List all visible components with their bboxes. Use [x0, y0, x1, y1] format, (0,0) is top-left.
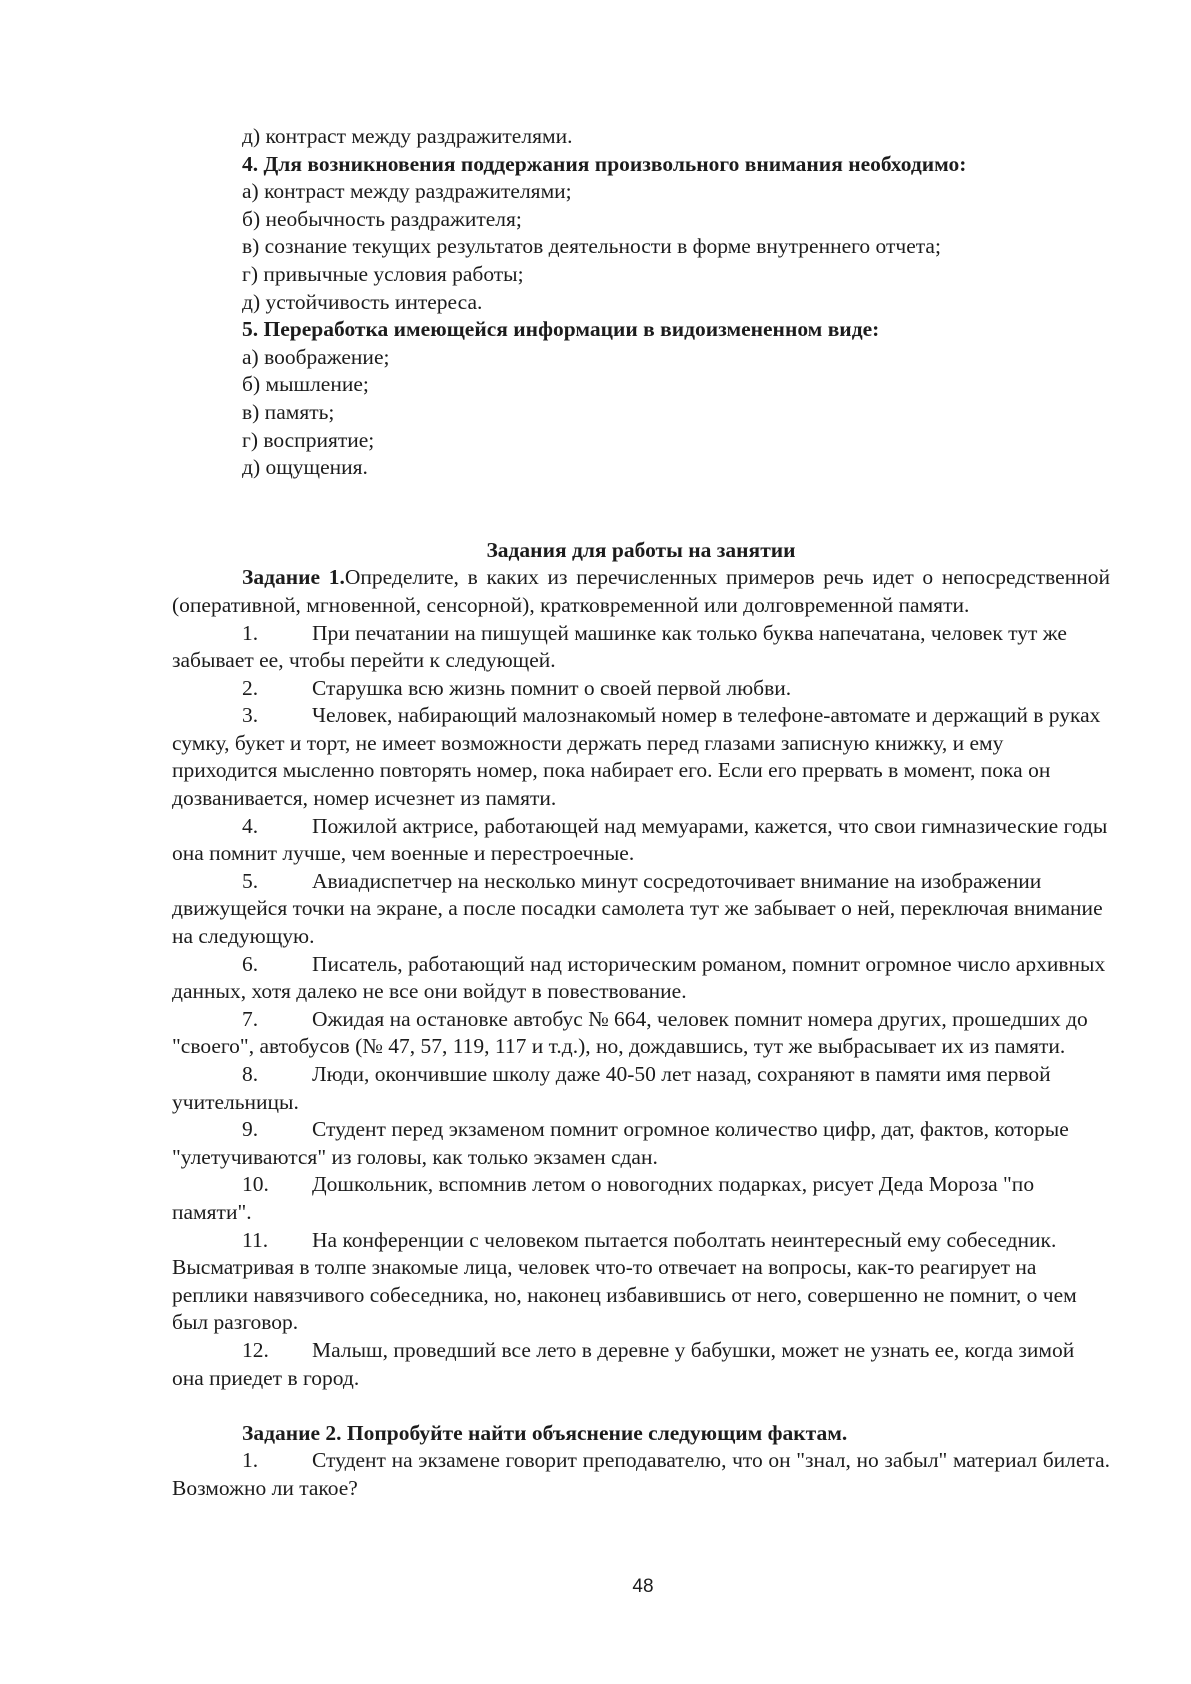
- task-1-item: [172, 1227, 1110, 1337]
- task-1-item: [172, 1116, 1110, 1171]
- option-line: г) восприятие;: [242, 427, 375, 452]
- task-1-item: [172, 951, 1110, 1006]
- page-number: 48: [632, 1576, 654, 1597]
- item-text: Дошкольник, вспомнив летом о новогодних подарках, рисует Деда Мороза "по памяти".: [172, 1172, 1035, 1224]
- item-number: 5.: [242, 868, 259, 893]
- option-line: д) устойчивость интереса.: [242, 289, 483, 314]
- task-1-item: [172, 1171, 1110, 1226]
- item-number: 12.: [242, 1337, 269, 1362]
- task-1-item: [172, 702, 1110, 812]
- task-2-item: [172, 1447, 1110, 1502]
- option-line: б) мышление;: [242, 372, 369, 397]
- option-line: г) привычные условия работы;: [242, 261, 524, 286]
- item-text: Ожидая на остановке автобус № 664, человек помнит номера других, прошедших до "своего", автобусов (№ 47, 57, 119, 117 и т.д.), но, дождавшись, тут же выбрасывает их из памяти.: [172, 1006, 1088, 1059]
- task-1-item: [172, 1006, 1110, 1061]
- item-text: Пожилой актрисе, работающей над мемуарами, кажется, что свои гимназические годы она помнит лучше, чем военные и перестроечные.: [172, 813, 1108, 866]
- item-text: Человек, набирающий малознакомый номер в телефоне-автомате и держащий в руках сумку, букет и торт, не имеет возможности держать перед глазами записную книжку, и ему приходится мысленно повторять номер, пока набирает его. Если его прервать в момент, пока он дозванивается, номер исчезнет из памяти.: [172, 703, 1101, 811]
- task-1-text: Определите, в каких из перечисленных примеров речь идет о непосредственной (оперативной, мгновенной, сенсорной), кратковременной или долговременной памяти.: [172, 565, 1110, 617]
- item-number: 6.: [242, 951, 259, 976]
- question-4-title: 4. Для возникновения поддержания произвольного внимания необходимо:: [242, 151, 967, 176]
- task-1-item: [172, 1337, 1110, 1392]
- item-text: Малыш, проведший все лето в деревне у бабушки, может не узнать ее, когда зимой она приедет в город.: [172, 1337, 1075, 1390]
- item-text: Люди, окончившие школу даже 40-50 лет назад, сохраняют в памяти имя первой учительницы.: [172, 1062, 1051, 1114]
- item-number: 9.: [242, 1117, 259, 1142]
- section-title: Задания для работы на занятии: [486, 537, 796, 562]
- section-spacer: [172, 1392, 1110, 1420]
- item-number: 1.: [242, 1448, 259, 1473]
- task-1-item: [172, 1061, 1110, 1116]
- task-1-intro: [172, 564, 1110, 619]
- item-number: 7.: [242, 1006, 259, 1031]
- item-text: Писатель, работающий над историческим романом, помнит огромное число архивных данных, хотя далеко не все они войдут в повествование.: [172, 951, 1106, 1004]
- task-1-label: Задание 1.: [242, 565, 345, 590]
- option-line: в) сознание текущих результатов деятельности в форме внутреннего отчета;: [242, 234, 941, 259]
- option-line: б) необычность раздражителя;: [242, 206, 522, 231]
- item-text: Старушка всю жизнь помнит о своей первой любви.: [312, 675, 792, 700]
- task-1-item: [172, 620, 1110, 675]
- task-1-item: [172, 813, 1110, 868]
- section-spacer: [172, 482, 1110, 537]
- option-line: а) контраст между раздражителями;: [242, 179, 572, 204]
- task-2-title: Задание 2. Попробуйте найти объяснение следующим фактам.: [242, 1420, 848, 1445]
- option-line: в) память;: [242, 399, 335, 424]
- option-line: д) контраст между раздражителями.: [242, 124, 573, 148]
- item-number: 1.: [242, 620, 259, 645]
- item-number: 2.: [242, 675, 259, 700]
- option-line: а) воображение;: [242, 344, 390, 369]
- item-number: 4.: [242, 813, 259, 838]
- item-text: Авиадиспетчер на несколько минут сосредоточивает внимание на изображении движущейся точки на экране, а после посадки самолета тут же забывает о ней, переключая внимание на следующую.: [172, 868, 1103, 949]
- task-1-item: [172, 868, 1110, 951]
- item-number: 3.: [242, 703, 259, 728]
- item-text: При печатании на пишущей машинке как только буква напечатана, человек тут же забывает ее, чтобы перейти к следующей.: [172, 620, 1067, 673]
- page-content: [172, 123, 1110, 1503]
- option-line: д) ощущения.: [242, 455, 368, 480]
- question-5-title: 5. Переработка имеющейся информации в видоизмененном виде:: [242, 317, 880, 342]
- item-text: На конференции с человеком пытается поболтать неинтересный ему собеседник. Высматривая в толпе знакомые лица, человек что-то отвечает на вопросы, как-то реагирует на реплики навязчивого собеседника, но, наконец избавившись от него, совершенно не помнит, о чем был разговор.: [172, 1227, 1077, 1335]
- task-1-item: [172, 675, 1110, 703]
- item-number: 10.: [242, 1172, 269, 1197]
- item-text: Студент на экзамене говорит преподавателю, что он "знал, но забыл" материал билета. Возможно ли такое?: [172, 1448, 1110, 1500]
- item-number: 11.: [242, 1227, 269, 1252]
- item-text: Студент перед экзаменом помнит огромное количество цифр, дат, фактов, которые "улетучиваются" из головы, как только экзамен сдан.: [172, 1117, 1069, 1169]
- item-number: 8.: [242, 1062, 259, 1086]
